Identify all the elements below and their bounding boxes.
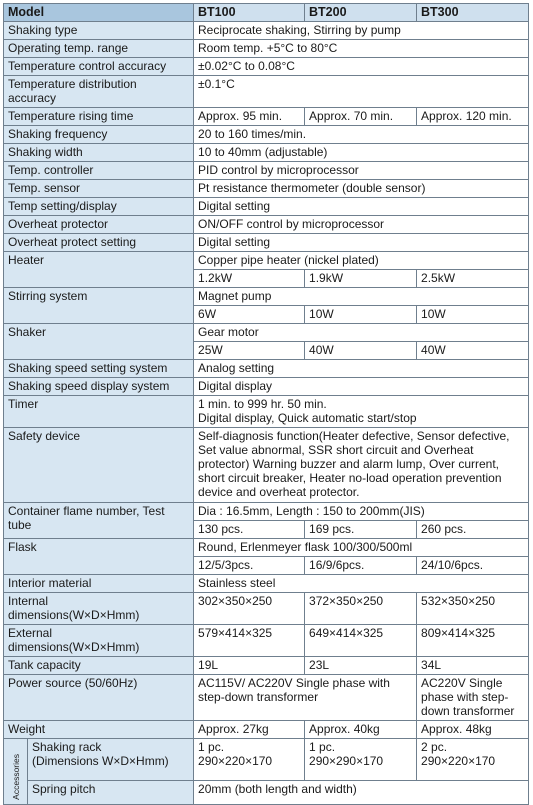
table-row bbox=[4, 721, 529, 739]
row-value-shaking-rack-bt100: 1 pc. 290×220×170 bbox=[194, 739, 305, 781]
row-label-weight: Weight bbox=[4, 721, 194, 739]
row-label-temp-rising-time: Temperature rising time bbox=[4, 108, 194, 126]
row-value-timer: 1 min. to 999 hr. 50 min. Digital display, Quick automatic start/stop bbox=[194, 396, 529, 428]
row-label-temp-controller: Temp. controller bbox=[4, 162, 194, 180]
table-row bbox=[4, 503, 529, 521]
row-value-flask-bt300: 24/10/6pcs. bbox=[417, 557, 529, 575]
row-value-weight-bt200: Approx. 40kg bbox=[305, 721, 417, 739]
header-model: Model bbox=[4, 4, 194, 22]
row-label-temp-sensor: Temp. sensor bbox=[4, 180, 194, 198]
row-label-stirring-system: Stirring system bbox=[4, 288, 194, 324]
row-value-temp-rising-bt300: Approx. 120 min. bbox=[417, 108, 529, 126]
row-value-flask: Round, Erlenmeyer flask 100/300/500ml bbox=[194, 539, 529, 557]
row-value-speed-display: Digital display bbox=[194, 378, 529, 396]
row-label-power-source: Power source (50/60Hz) bbox=[4, 675, 194, 721]
table-row bbox=[4, 234, 529, 252]
row-label-temp-control-accuracy: Temperature control accuracy bbox=[4, 58, 194, 76]
table-row bbox=[4, 108, 529, 126]
row-value-power-bt100-bt200: AC115V/ AC220V Single phase with step-down transformer bbox=[194, 675, 417, 721]
row-value-shaking-frequency: 20 to 160 times/min. bbox=[194, 126, 529, 144]
row-label-shaking-type: Shaking type bbox=[4, 22, 194, 40]
row-value-spring-pitch: 20mm (both length and width) bbox=[194, 781, 529, 805]
row-value-container: Dia : 16.5mm, Length : 150 to 200mm(JIS) bbox=[194, 503, 529, 521]
table-row bbox=[4, 162, 529, 180]
row-label-shaker: Shaker bbox=[4, 324, 194, 360]
table-row bbox=[4, 216, 529, 234]
table-row bbox=[4, 76, 529, 108]
row-value-interior: Stainless steel bbox=[194, 575, 529, 593]
row-label-speed-display: Shaking speed display system bbox=[4, 378, 194, 396]
row-label-interior: Interior material bbox=[4, 575, 194, 593]
row-value-tank-bt200: 23L bbox=[305, 657, 417, 675]
row-value-temp-setting: Digital setting bbox=[194, 198, 529, 216]
row-value-temp-sensor: Pt resistance thermometer (double sensor) bbox=[194, 180, 529, 198]
row-label-container: Container flame number, Test tube bbox=[4, 503, 194, 539]
row-value-temp-rising-bt200: Approx. 70 min. bbox=[305, 108, 417, 126]
row-value-container-bt300: 260 pcs. bbox=[417, 521, 529, 539]
row-label-shaking-width: Shaking width bbox=[4, 144, 194, 162]
table-row bbox=[4, 675, 529, 721]
row-value-temp-control-accuracy: ±0.02°C to 0.08°C bbox=[194, 58, 529, 76]
row-label-spring-pitch: Spring pitch bbox=[28, 781, 194, 805]
header-row bbox=[4, 4, 529, 22]
row-value-tank-bt300: 34L bbox=[417, 657, 529, 675]
row-value-overheat-protector: ON/OFF control by microprocessor bbox=[194, 216, 529, 234]
row-value-external-dim-bt100: 579×414×325 bbox=[194, 625, 305, 657]
table-row bbox=[4, 575, 529, 593]
row-label-operating-temp: Operating temp. range bbox=[4, 40, 194, 58]
row-label-temp-distribution-accuracy: Temperature distribution accuracy bbox=[4, 76, 194, 108]
row-value-heater: Copper pipe heater (nickel plated) bbox=[194, 252, 529, 270]
row-value-speed-setting: Analog setting bbox=[194, 360, 529, 378]
row-label-overheat-protector: Overheat protector bbox=[4, 216, 194, 234]
row-value-shaker: Gear motor bbox=[194, 324, 529, 342]
row-label-safety-device: Safety device bbox=[4, 428, 194, 503]
row-value-shaking-type: Reciprocate shaking, Stirring by pump bbox=[194, 22, 529, 40]
table-row bbox=[4, 625, 529, 657]
row-label-speed-setting: Shaking speed setting system bbox=[4, 360, 194, 378]
table-row bbox=[4, 428, 529, 503]
header-bt200: BT200 bbox=[305, 4, 417, 22]
table-row bbox=[4, 539, 529, 557]
table-row bbox=[4, 144, 529, 162]
row-value-internal-dim-bt300: 532×350×250 bbox=[417, 593, 529, 625]
table-row bbox=[4, 657, 529, 675]
row-label-temp-setting: Temp setting/display bbox=[4, 198, 194, 216]
spec-table-container bbox=[3, 3, 528, 805]
table-row bbox=[4, 180, 529, 198]
row-value-stirring-bt100: 6W bbox=[194, 306, 305, 324]
row-value-heater-bt100: 1.2kW bbox=[194, 270, 305, 288]
table-row bbox=[4, 288, 529, 306]
spec-table bbox=[3, 3, 529, 805]
table-row bbox=[4, 593, 529, 625]
row-value-container-bt200: 169 pcs. bbox=[305, 521, 417, 539]
row-value-stirring-system: Magnet pump bbox=[194, 288, 529, 306]
row-value-stirring-bt200: 10W bbox=[305, 306, 417, 324]
row-value-safety-device: Self-diagnosis function(Heater defective, Sensor defective, Set value abnormal, SSR short circuit and Overheat protector) Warning buzzer and alarm lump, Over current, short circuit breaker, Heater no-load operation prevention device and overheat protector. bbox=[194, 428, 529, 503]
table-row bbox=[4, 360, 529, 378]
row-value-internal-dim-bt200: 372×350×250 bbox=[305, 593, 417, 625]
table-row bbox=[4, 324, 529, 342]
row-value-flask-bt100: 12/5/3pcs. bbox=[194, 557, 305, 575]
table-row bbox=[4, 40, 529, 58]
row-value-container-bt100: 130 pcs. bbox=[194, 521, 305, 539]
row-value-heater-bt300: 2.5kW bbox=[417, 270, 529, 288]
row-value-operating-temp: Room temp. +5°C to 80°C bbox=[194, 40, 529, 58]
row-value-tank-bt100: 19L bbox=[194, 657, 305, 675]
row-value-shaking-rack-bt200: 1 pc. 290×290×170 bbox=[305, 739, 417, 781]
row-value-internal-dim-bt100: 302×350×250 bbox=[194, 593, 305, 625]
accessories-label: Accessories bbox=[10, 754, 21, 800]
row-value-shaker-bt100: 25W bbox=[194, 342, 305, 360]
table-row bbox=[4, 739, 529, 781]
row-value-shaker-bt200: 40W bbox=[305, 342, 417, 360]
row-value-weight-bt300: Approx. 48kg bbox=[417, 721, 529, 739]
table-row bbox=[4, 22, 529, 40]
row-value-shaking-width: 10 to 40mm (adjustable) bbox=[194, 144, 529, 162]
row-value-shaking-rack-bt300: 2 pc. 290×220×170 bbox=[417, 739, 529, 781]
row-value-heater-bt200: 1.9kW bbox=[305, 270, 417, 288]
row-label-tank-capacity: Tank capacity bbox=[4, 657, 194, 675]
table-row bbox=[4, 198, 529, 216]
row-value-flask-bt200: 16/9/6pcs. bbox=[305, 557, 417, 575]
row-value-overheat-setting: Digital setting bbox=[194, 234, 529, 252]
table-row bbox=[4, 126, 529, 144]
row-label-timer: Timer bbox=[4, 396, 194, 428]
accessories-label-cell bbox=[4, 739, 28, 805]
row-value-external-dim-bt200: 649×414×325 bbox=[305, 625, 417, 657]
row-value-temp-rising-bt100: Approx. 95 min. bbox=[194, 108, 305, 126]
row-value-stirring-bt300: 10W bbox=[417, 306, 529, 324]
row-value-temp-distribution-accuracy: ±0.1°C bbox=[194, 76, 529, 108]
table-row bbox=[4, 58, 529, 76]
row-label-overheat-setting: Overheat protect setting bbox=[4, 234, 194, 252]
row-value-shaker-bt300: 40W bbox=[417, 342, 529, 360]
table-row bbox=[4, 378, 529, 396]
header-bt100: BT100 bbox=[194, 4, 305, 22]
table-row bbox=[4, 252, 529, 270]
row-label-shaking-frequency: Shaking frequency bbox=[4, 126, 194, 144]
row-label-external-dim: External dimensions(W×D×Hmm) bbox=[4, 625, 194, 657]
row-value-weight-bt100: Approx. 27kg bbox=[194, 721, 305, 739]
table-row bbox=[4, 396, 529, 428]
row-value-external-dim-bt300: 809×414×325 bbox=[417, 625, 529, 657]
row-label-heater: Heater bbox=[4, 252, 194, 288]
row-label-shaking-rack: Shaking rack (Dimensions W×D×Hmm) bbox=[28, 739, 194, 781]
row-value-temp-controller: PID control by microprocessor bbox=[194, 162, 529, 180]
row-label-flask: Flask bbox=[4, 539, 194, 575]
row-label-internal-dim: Internal dimensions(W×D×Hmm) bbox=[4, 593, 194, 625]
row-value-power-bt300: AC220V Single phase with step-down transformer bbox=[417, 675, 529, 721]
header-bt300: BT300 bbox=[417, 4, 529, 22]
